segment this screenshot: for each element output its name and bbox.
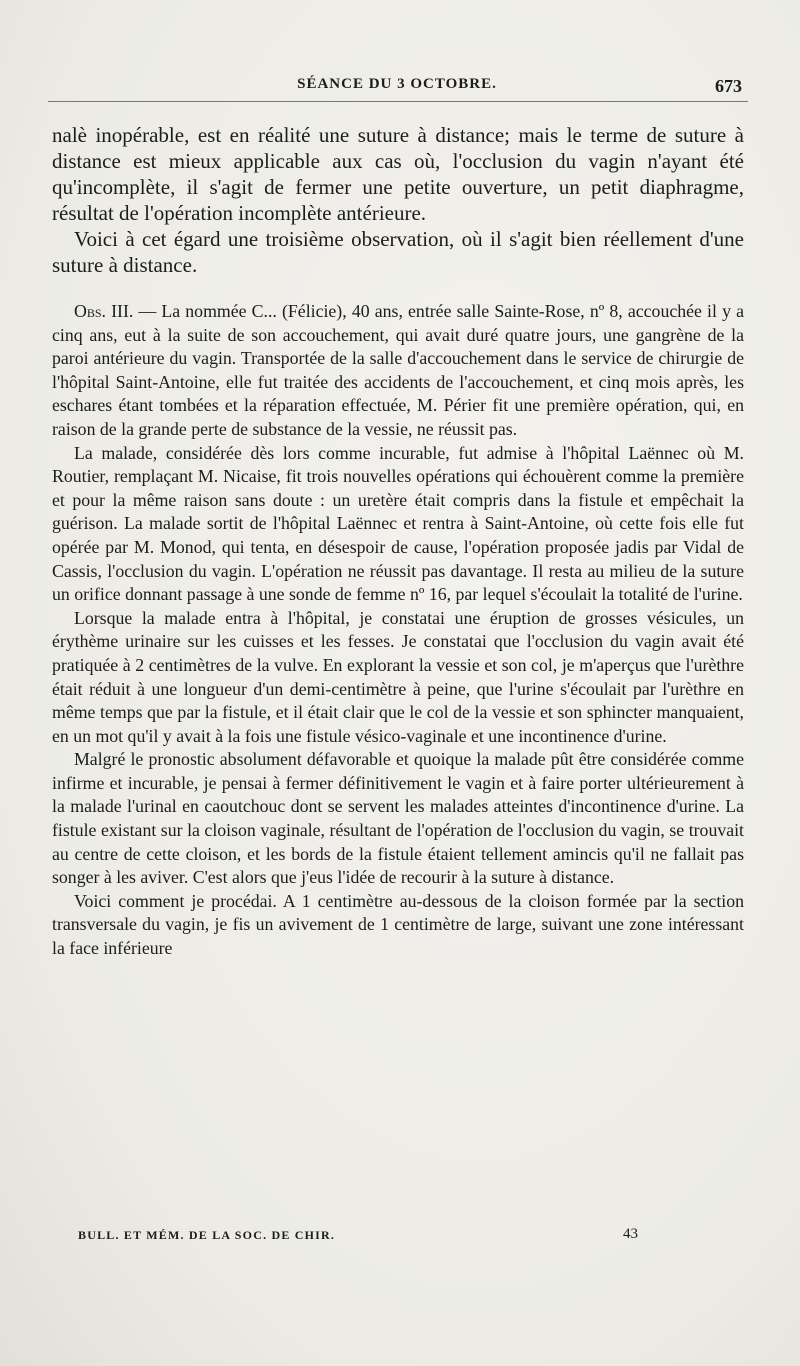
observation-label: Obs. III. bbox=[74, 301, 134, 321]
running-title: SÉANCE DU 3 OCTOBRE. bbox=[297, 76, 497, 92]
paragraph: Lorsque la malade entra à l'hôpital, je constatai une éruption de grosses vésicules, un érythème urinaire sur les cuisses et les fesses. Je constatai que l'occlusion du vagin avait été pratiquée à 2 centimètres de la vulve. En explorant la vessie et son col, je m'aperçus que l'urèthre était réduit à une longueur d'un demi-centimètre à peine, que l'urine s'écoulait par l'urèthre en même temps que par la fistule, et il était clair que le col de la vessie et son sphincter manquaient, en un mot qu'il y avait à la fois une fistule vésico-vaginale et une incontinence d'urine. bbox=[52, 607, 744, 746]
journal-line: BULL. ET MÉM. DE LA SOC. DE CHIR. bbox=[78, 1228, 336, 1242]
page-number: 673 bbox=[715, 76, 742, 96]
signature-mark: 43 bbox=[623, 1226, 638, 1242]
page-body bbox=[52, 122, 744, 961]
header-rule bbox=[48, 101, 748, 102]
paragraph: Voici comment je procédai. A 1 centimètre au-dessous de la cloison formée par la section transversale du vagin, je fis un avivement de 1 centimètre de large, suivant une zone intéressant la face inférieure bbox=[52, 890, 744, 959]
page-footer bbox=[78, 1226, 638, 1246]
section-gap bbox=[52, 278, 744, 300]
observation-paragraph bbox=[52, 300, 744, 442]
paragraph: Malgré le pronostic absolument défavorable et quoique la malade pût être considérée comme infirme et incurable, je pensai à fermer définitivement le vagin et à faire porter ultérieurement à la malade l'urinal en caoutchouc dont se servent les malades atteintes d'incontinence d'urine. La fistule existant sur la cloison vaginale, résultant de l'opération de l'occlusion du vagin, se trouvait au centre de cette cloison, et les bords de la fistule étaient tellement amincis qu'il ne fallait pas songer à les aviver. C'est alors que j'eus l'idée de recourir à la suture à distance. bbox=[52, 749, 744, 888]
paragraph: Voici à cet égard une troisième observation, où il s'agit bien réellement d'une suture à distance. bbox=[52, 227, 744, 277]
observation-text: — La nommée C... (Félicie), 40 ans, entrée salle Sainte-Rose, nº 8, accouchée il y a cinq ans, eut à la suite de son accouchement, qui avait duré quatre jours, une gangrène de la paroi antérieure du vagin. Transportée de la salle d'accouchement dans le service de chirurgie de l'hôpital Saint-Antoine, elle fut traitée des accidents de l'accouchement, et cinq mois après, les eschares étant tombées et la réparation effectuée, M. Périer fit une première opération, qui, en raison de la grande perte de substance de la vessie, ne réussit pas. bbox=[52, 301, 744, 439]
running-head bbox=[52, 76, 742, 100]
paragraph: La malade, considérée dès lors comme incurable, fut admise à l'hôpital Laënnec où M. Routier, remplaçant M. Nicaise, fit trois nouvelles opérations qui échouèrent comme la première et pour la même raison sans doute : un uretère était compris dans la fistule et empêchait la guérison. La malade sortit de l'hôpital Laënnec et rentra à Saint-Antoine, où cette fois elle fut opérée par M. Monod, qui tenta, en désespoir de cause, l'opération proposée jadis par Vidal de Cassis, l'occlusion du vagin. L'opération ne réussit pas davantage. Il resta au milieu de la suture un orifice donnant passage à une sonde de femme nº 16, par lequel s'écoulait la totalité de l'urine. bbox=[52, 442, 744, 605]
paragraph: nalè inopérable, est en réalité une suture à distance; mais le terme de suture à distance est mieux applicable aux cas où, l'occlusion du vagin n'ayant été qu'incomplète, il s'agit de fermer une petite ouverture, un petit diaphragme, résultat de l'opération incomplète antérieure. bbox=[52, 123, 744, 225]
